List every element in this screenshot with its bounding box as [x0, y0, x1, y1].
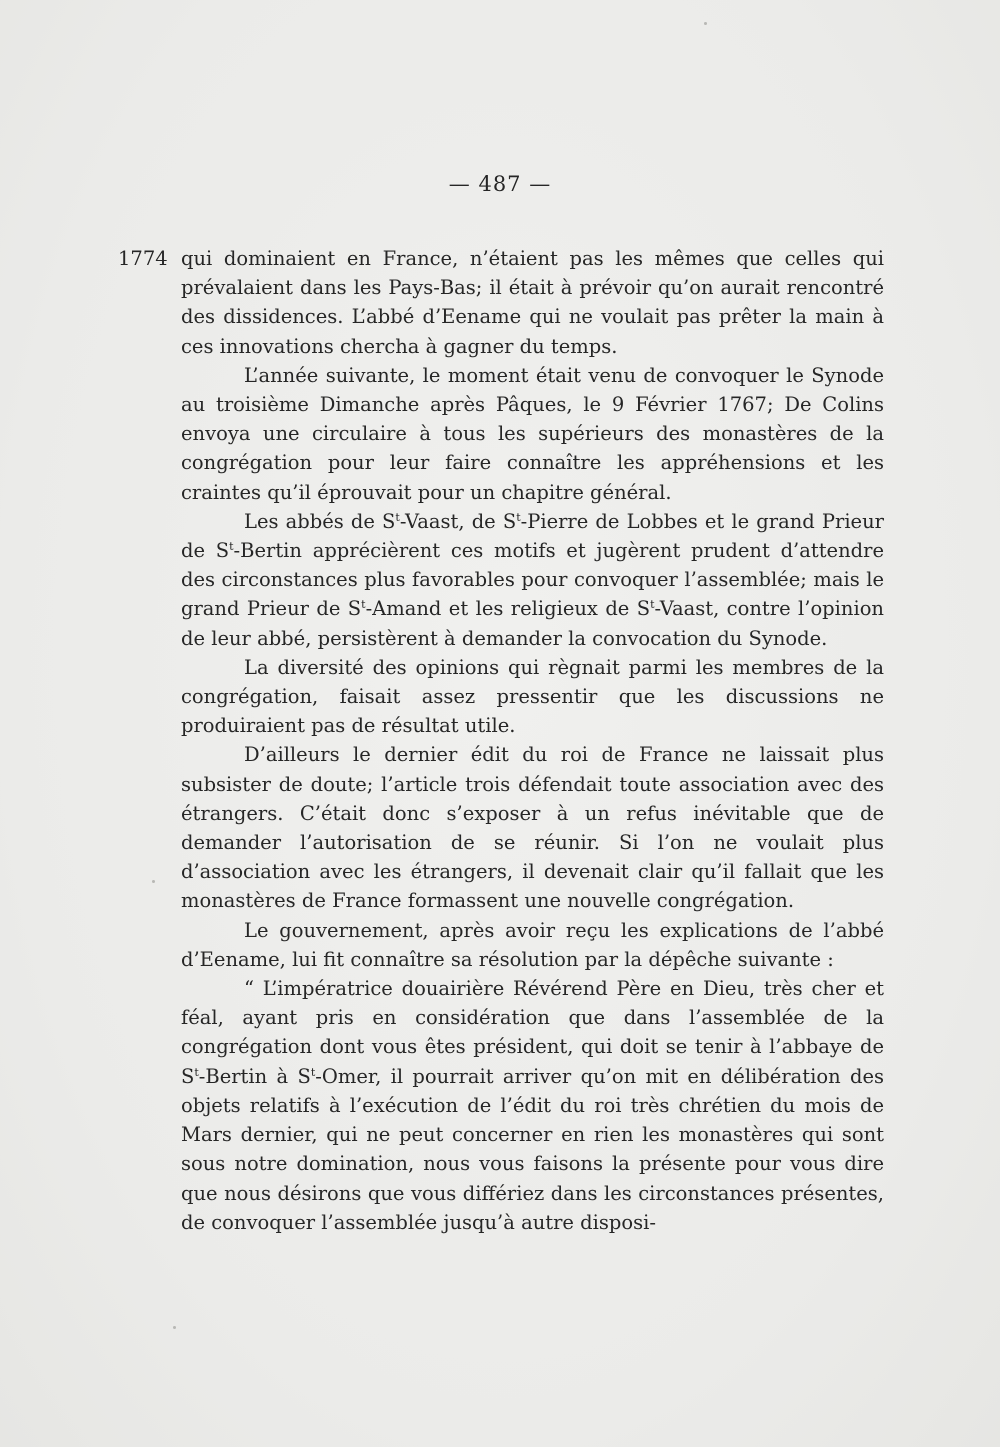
superscript: t — [229, 540, 234, 554]
paragraph — [181, 507, 884, 653]
paragraph — [181, 740, 884, 915]
text-run: La diversité des opinions qui règnait parmi les membres de la congrégation, faisait assez pressentir que les discussions ne produiraient pas de résultat utile. — [181, 655, 884, 738]
paragraph — [181, 974, 884, 1237]
text-run: -Omer, il pourrait arriver qu’on mit en délibération des objets relatifs à l’exécution de l’édit du roi très chrétien du mois de Mars dernier, qui ne peut concerner en rien les monastères qui sont sous notre domination, nous vous faisons la présente pour vous dire que nous désirons que vous différiez dans les circonstances présentes, de convoquer l’assemblée jusqu’à autre disposi- — [181, 1064, 885, 1234]
superscript: t — [310, 1065, 316, 1079]
text-run: -Vaast, de S — [399, 509, 517, 533]
margin-year-note: 1774 — [118, 247, 168, 270]
paragraph — [181, 916, 884, 974]
text-run: -Amand et les religieux de S — [365, 597, 651, 621]
text-run: Les abbés de S — [244, 509, 396, 533]
text-run: -Pierre de Lobbes et le grand Prieur de S — [181, 509, 884, 563]
page-number: — 487 — — [448, 172, 552, 196]
paper-speck — [152, 880, 155, 883]
text-run: “ L’impératrice douairière Révérend Père en Dieu, très cher et féal, ayant pris en considération que dans l’assemblée de la congrégation dont vous êtes président, qui doit se tenir à l’abbaye de S — [181, 977, 884, 1088]
superscript: t — [194, 1065, 199, 1079]
paragraph — [181, 361, 884, 507]
text-run: -Bertin apprécièrent ces motifs et jugèrent prudent d’attendre des circonstances plus favorables pour convoquer l’assemblée; mais le grand Prieur de S — [181, 539, 884, 621]
paragraph — [181, 244, 884, 361]
paragraph — [181, 653, 884, 741]
superscript: t — [516, 510, 521, 524]
text-run: D’ailleurs le dernier édit du roi de France ne laissait plus subsister de doute; l’article trois défendait toute association avec des étrangers. C’était donc s’exposer à un refus inévitable que de demander l’autorisation de se réunir. Si l’on ne voulait plus d’association avec les étrangers, il devenait clair qu’il fallait que les monastères de France formassent une nouvelle congrégation. — [181, 743, 884, 913]
superscript: t — [361, 598, 366, 612]
superscript: t — [650, 598, 655, 612]
paper-speck — [704, 22, 707, 25]
body-text — [181, 244, 884, 1237]
text-run: -Bertin à S — [198, 1064, 311, 1088]
paper-speck — [173, 1326, 176, 1329]
text-run: L’année suivante, le moment était venu de convoquer le Synode au troisième Dimanche après Pâques, le 9 Février 1767; De Colins envoya une circulaire à tous les supérieurs des monastères de la congrégation pour leur faire connaître les appréhensions et les craintes qu’il éprouvait pour un chapitre général. — [181, 363, 884, 504]
superscript: t — [395, 510, 400, 524]
text-run: qui dominaient en France, n’étaient pas les mêmes que celles qui prévalaient dans les Pays-Bas; il était à prévoir qu’on aurait rencontré des dissidences. L’abbé d’Eename qui ne voulait pas prêter la main à ces innovations chercha à gagner du temps. — [181, 247, 884, 358]
text-run: Le gouvernement, après avoir reçu les explications de l’abbé d’Eename, lui fit connaître sa résolution par la dépêche suivante : — [181, 918, 884, 971]
text-run: -Vaast, contre l’opinion de leur abbé, persistèrent à demander la convocation du Synode. — [181, 597, 884, 650]
